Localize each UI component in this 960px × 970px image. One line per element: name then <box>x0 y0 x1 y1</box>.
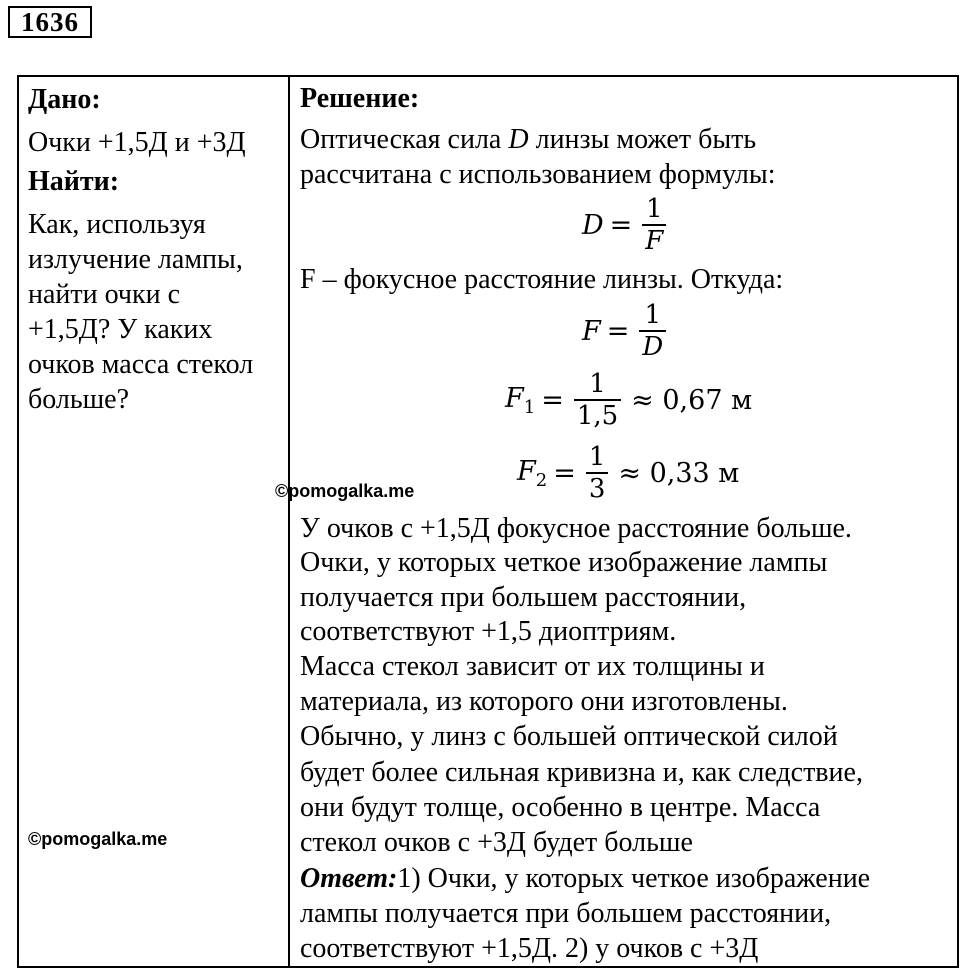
paragraph-line: стекол очков с +3Д будет больше <box>300 827 693 858</box>
watermark: ©pomogalka.me <box>28 829 168 849</box>
paragraph-line: получается при большем расстоянии, <box>300 582 747 613</box>
find-heading: Найти: <box>28 166 120 197</box>
find-line: найти очки с <box>28 279 180 310</box>
given-heading: Дано: <box>28 84 101 115</box>
task-number: 1636 <box>8 6 92 38</box>
given-column <box>28 80 283 417</box>
paragraph-line: материала, из которого они изготовлены. <box>300 686 788 717</box>
find-line: излучение лампы, <box>28 244 243 275</box>
answer-label: Ответ: <box>300 863 398 894</box>
find-text <box>28 207 283 417</box>
formula-d: D = $\frac{1}{F}$ <box>582 194 670 256</box>
intro-line-1: Оптическая сила D линзы может быть <box>300 124 757 155</box>
given-text: Очки +1,5Д и +3Д <box>28 127 246 158</box>
solution-heading: Решение: <box>300 83 420 114</box>
paragraph-line: будет более сильная кривизна и, как следствие, <box>300 757 863 788</box>
paragraph-line: они будут толще, особенно в центре. Масса <box>300 792 821 823</box>
focal-line: F – фокусное расстояние линзы. Откуда: <box>300 264 784 295</box>
paragraph-line: Обычно, у линз с большей оптической силой <box>300 721 838 752</box>
formula-f1: $F_1$ = $\frac{1}{1,5}$ ≈ 0,67 м <box>505 369 753 431</box>
find-line: больше? <box>28 384 130 415</box>
paragraph-line: Очки, у которых четкое изображение лампы <box>300 547 828 578</box>
formula-f: F = $\frac{1}{D}$ <box>582 300 670 362</box>
intro-line-2: рассчитана с использованием формулы: <box>300 159 776 190</box>
paragraph-line: У очков с +1,5Д фокусное расстояние больше. <box>300 513 852 544</box>
answer-line-1: Ответ:1) Очки, у которых четкое изображение <box>300 863 871 894</box>
column-divider <box>288 75 290 968</box>
answer-line-2: лампы получается при большем расстоянии, <box>300 898 832 929</box>
find-line: очков масса стекол <box>28 349 254 380</box>
find-line: Как, используя <box>28 209 206 240</box>
find-line: +1,5Д? У каких <box>28 314 213 345</box>
var-d: D <box>508 124 529 155</box>
paragraph-line: соответствуют +1,5 диоптриям. <box>300 616 677 647</box>
answer-line-3: соответствуют +1,5Д. 2) у очков с +3Д <box>300 933 759 964</box>
formula-f2: $F_2$ = $\frac{1}{3}$ ≈ 0,33 м <box>517 442 740 504</box>
paragraph-line: Масса стекол зависит от их толщины и <box>300 651 765 682</box>
watermark: ©pomogalka.me <box>275 481 415 501</box>
